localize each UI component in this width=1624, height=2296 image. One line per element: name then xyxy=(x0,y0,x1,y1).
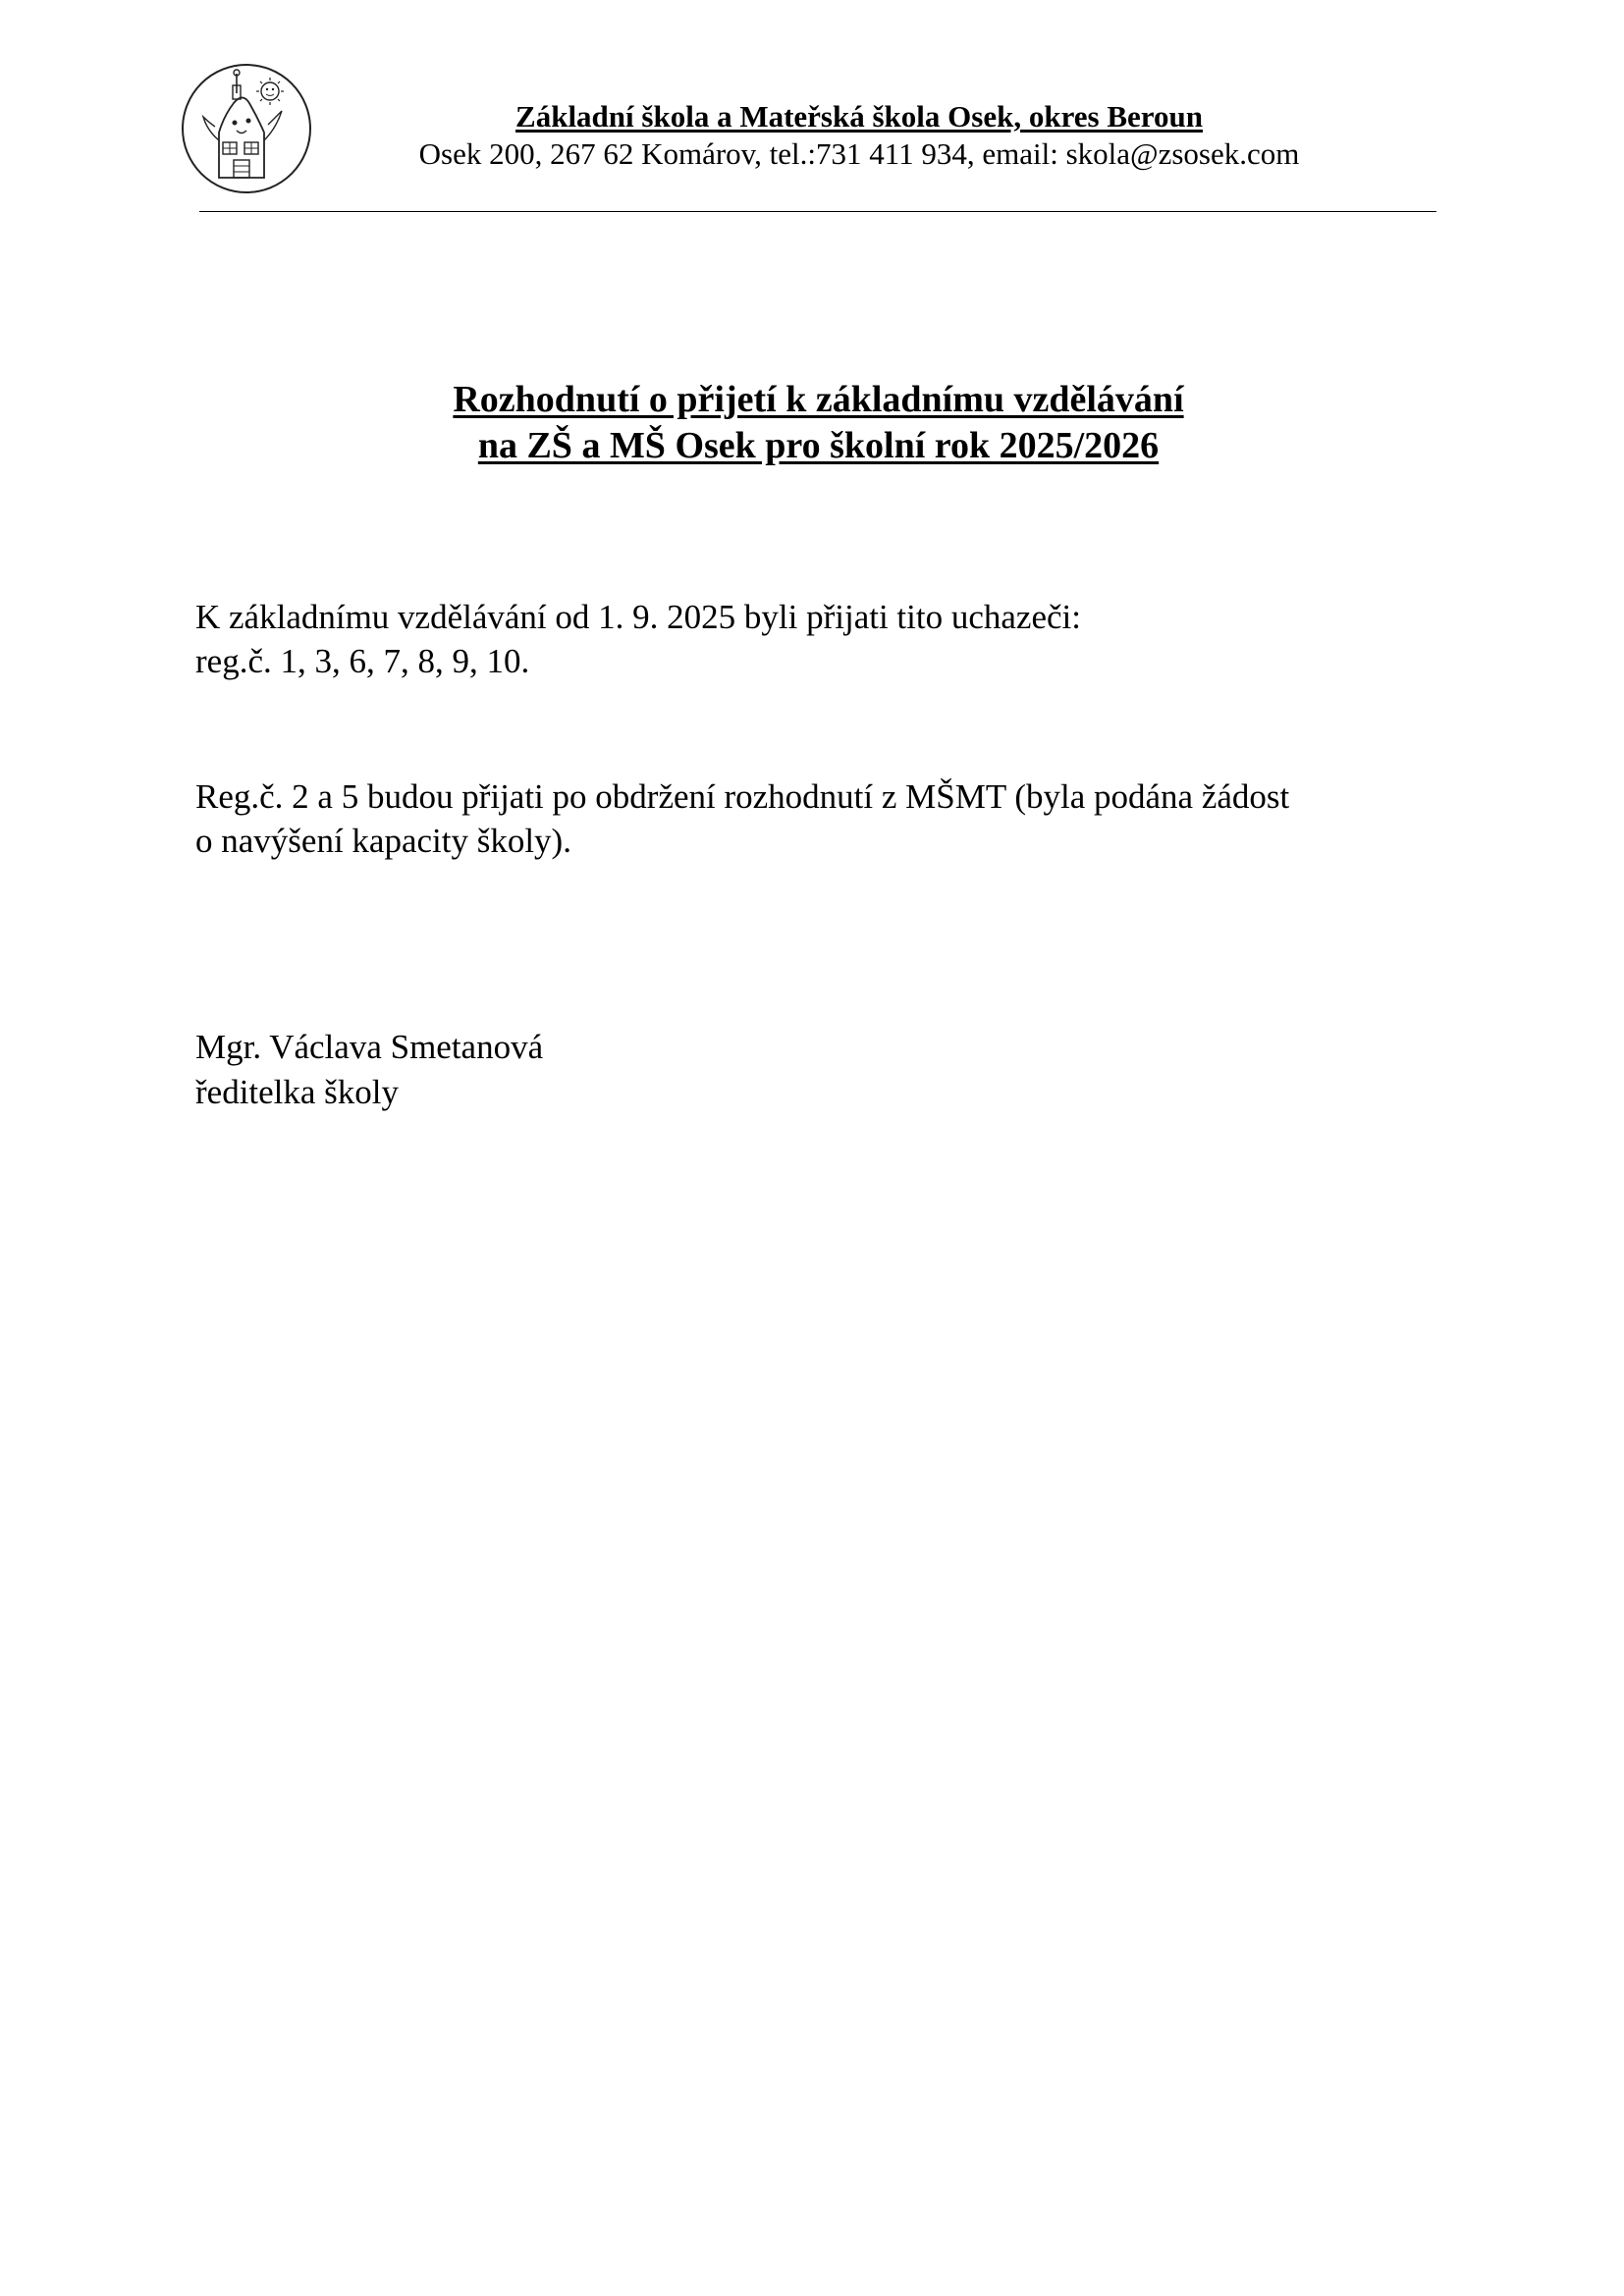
school-address-line: Osek 200, 267 62 Komárov, tel.:731 411 934, email: skola@zsosek.com xyxy=(418,136,1300,171)
signatory-name: Mgr. Václava Smetanová xyxy=(195,1028,544,1066)
school-name-heading: Základní škola a Mateřská škola Osek, okres Beroun xyxy=(515,99,1203,133)
document-title-line-1: Rozhodnutí o přijetí k základnímu vzdělávání xyxy=(453,379,1184,420)
school-house-sun-logo-icon xyxy=(180,62,313,195)
pending-admission-text-line-1: Reg.č. 2 a 5 budou přijati po obdržení rozhodnutí z MŠMT (byla podána žádost xyxy=(195,777,1290,816)
signatory-role: ředitelka školy xyxy=(195,1073,400,1111)
document-title-line-2: na ZŠ a MŠ Osek pro školní rok 2025/2026 xyxy=(477,425,1160,466)
admitted-registration-list: reg.č. 1, 3, 6, 7, 8, 9, 10. xyxy=(195,642,530,680)
pending-admission-text-line-2: o navýšení kapacity školy). xyxy=(195,822,571,860)
admitted-intro-text: K základnímu vzdělávání od 1. 9. 2025 byli přijati tito uchazeči: xyxy=(195,598,1081,636)
header-divider xyxy=(199,211,1436,212)
